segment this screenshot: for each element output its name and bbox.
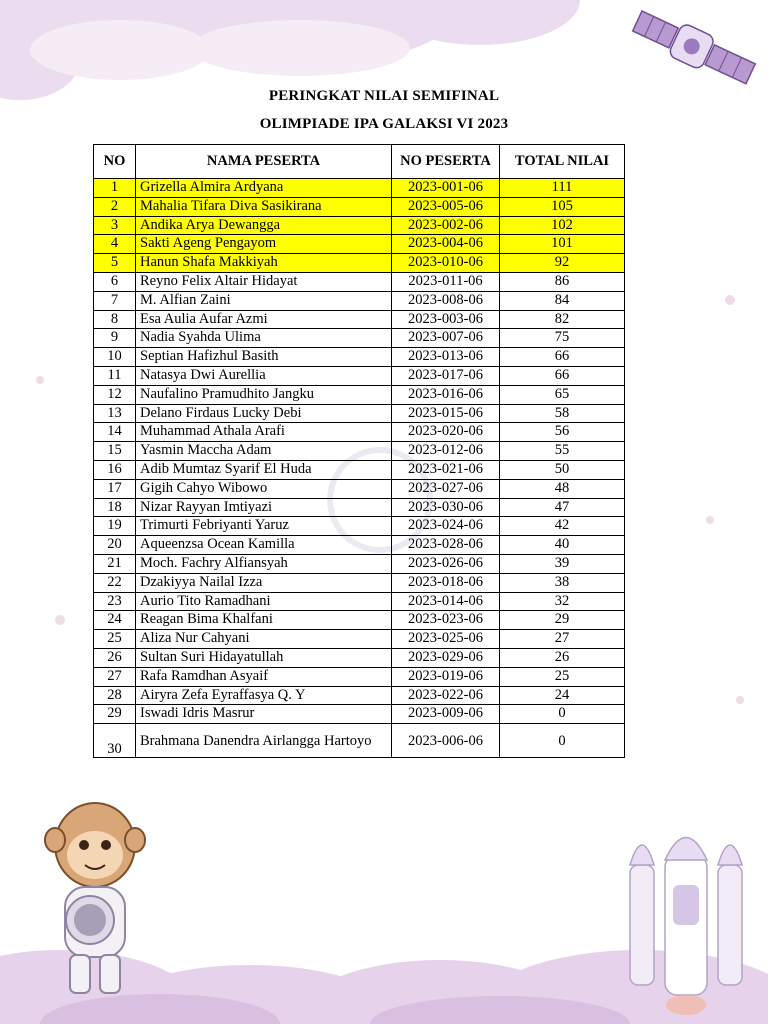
participant-number-cell: 2023-021-06 xyxy=(392,460,500,479)
table-row xyxy=(94,366,625,385)
name-cell: Brahmana Danendra Airlangga Hartoyo xyxy=(136,724,392,758)
participant-number-cell: 2023-023-06 xyxy=(392,611,500,630)
table-header xyxy=(94,145,625,179)
name-cell: Sultan Suri Hidayatullah xyxy=(136,648,392,667)
score-cell: 39 xyxy=(500,554,625,573)
score-cell: 65 xyxy=(500,385,625,404)
participant-number-cell: 2023-001-06 xyxy=(392,179,500,198)
name-cell: Reagan Bima Khalfani xyxy=(136,611,392,630)
table-body xyxy=(94,179,625,758)
score-cell: 40 xyxy=(500,536,625,555)
rank-cell: 23 xyxy=(94,592,136,611)
score-cell: 75 xyxy=(500,329,625,348)
table-row xyxy=(94,686,625,705)
table-row xyxy=(94,573,625,592)
table-row xyxy=(94,235,625,254)
participant-number-cell: 2023-002-06 xyxy=(392,216,500,235)
rank-cell: 13 xyxy=(94,404,136,423)
table-row xyxy=(94,536,625,555)
name-cell: Andika Arya Dewangga xyxy=(136,216,392,235)
name-cell: Esa Aulia Aufar Azmi xyxy=(136,310,392,329)
name-cell: Naufalino Pramudhito Jangku xyxy=(136,385,392,404)
participant-number-cell: 2023-013-06 xyxy=(392,348,500,367)
table-row xyxy=(94,179,625,198)
name-cell: Trimurti Febriyanti Yaruz xyxy=(136,517,392,536)
score-cell: 66 xyxy=(500,366,625,385)
score-cell: 0 xyxy=(500,724,625,758)
name-cell: Natasya Dwi Aurellia xyxy=(136,366,392,385)
rocket-illustration xyxy=(610,825,760,1015)
participant-number-cell: 2023-027-06 xyxy=(392,479,500,498)
rank-cell: 29 xyxy=(94,705,136,724)
table-row xyxy=(94,216,625,235)
rank-cell: 1 xyxy=(94,179,136,198)
table-row xyxy=(94,291,625,310)
rank-cell: 30 xyxy=(94,724,136,758)
participant-number-cell: 2023-014-06 xyxy=(392,592,500,611)
rank-cell: 18 xyxy=(94,498,136,517)
rank-cell: 19 xyxy=(94,517,136,536)
score-cell: 0 xyxy=(500,705,625,724)
score-cell: 58 xyxy=(500,404,625,423)
participant-number-cell: 2023-007-06 xyxy=(392,329,500,348)
rank-cell: 7 xyxy=(94,291,136,310)
table-row xyxy=(94,272,625,291)
score-cell: 66 xyxy=(500,348,625,367)
rank-cell: 16 xyxy=(94,460,136,479)
participant-number-cell: 2023-029-06 xyxy=(392,648,500,667)
table-row xyxy=(94,648,625,667)
name-cell: Aurio Tito Ramadhani xyxy=(136,592,392,611)
table-row xyxy=(94,197,625,216)
name-cell: Dzakiyya Nailal Izza xyxy=(136,573,392,592)
rank-cell: 3 xyxy=(94,216,136,235)
table-row xyxy=(94,517,625,536)
header-no: NO xyxy=(94,145,136,179)
name-cell: Muhammad Athala Arafi xyxy=(136,423,392,442)
table-row xyxy=(94,479,625,498)
score-cell: 24 xyxy=(500,686,625,705)
participant-number-cell: 2023-018-06 xyxy=(392,573,500,592)
table-row xyxy=(94,310,625,329)
rank-cell: 12 xyxy=(94,385,136,404)
score-cell: 86 xyxy=(500,272,625,291)
score-cell: 47 xyxy=(500,498,625,517)
participant-number-cell: 2023-024-06 xyxy=(392,517,500,536)
table-row xyxy=(94,385,625,404)
rank-cell: 4 xyxy=(94,235,136,254)
participant-number-cell: 2023-003-06 xyxy=(392,310,500,329)
table-row xyxy=(94,404,625,423)
rank-cell: 8 xyxy=(94,310,136,329)
participant-number-cell: 2023-017-06 xyxy=(392,366,500,385)
table-row xyxy=(94,498,625,517)
score-cell: 92 xyxy=(500,254,625,273)
name-cell: M. Alfian Zaini xyxy=(136,291,392,310)
score-cell: 102 xyxy=(500,216,625,235)
table-row xyxy=(94,611,625,630)
participant-number-cell: 2023-012-06 xyxy=(392,442,500,461)
rank-cell: 24 xyxy=(94,611,136,630)
name-cell: Sakti Ageng Pengayom xyxy=(136,235,392,254)
score-cell: 25 xyxy=(500,667,625,686)
participant-number-cell: 2023-025-06 xyxy=(392,630,500,649)
table-row xyxy=(94,423,625,442)
participant-number-cell: 2023-022-06 xyxy=(392,686,500,705)
rank-cell: 14 xyxy=(94,423,136,442)
score-cell: 50 xyxy=(500,460,625,479)
rank-cell: 6 xyxy=(94,272,136,291)
rank-cell: 2 xyxy=(94,197,136,216)
rank-cell: 21 xyxy=(94,554,136,573)
rank-cell: 22 xyxy=(94,573,136,592)
score-cell: 105 xyxy=(500,197,625,216)
participant-number-cell: 2023-006-06 xyxy=(392,724,500,758)
table-row xyxy=(94,329,625,348)
table-row xyxy=(94,592,625,611)
monkey-astronaut-illustration xyxy=(40,795,150,1000)
header-name: NAMA PESERTA xyxy=(136,145,392,179)
rank-cell: 25 xyxy=(94,630,136,649)
participant-number-cell: 2023-008-06 xyxy=(392,291,500,310)
participant-number-cell: 2023-020-06 xyxy=(392,423,500,442)
header-total-score: TOTAL NILAI xyxy=(500,145,625,179)
table-row xyxy=(94,724,625,758)
name-cell: Airyra Zefa Eyraffasya Q. Y xyxy=(136,686,392,705)
score-cell: 82 xyxy=(500,310,625,329)
table-row xyxy=(94,554,625,573)
table-row xyxy=(94,705,625,724)
rank-cell: 5 xyxy=(94,254,136,273)
score-cell: 27 xyxy=(500,630,625,649)
name-cell: Aqueenzsa Ocean Kamilla xyxy=(136,536,392,555)
name-cell: Mahalia Tifara Diva Sasikirana xyxy=(136,197,392,216)
participant-number-cell: 2023-011-06 xyxy=(392,272,500,291)
rank-cell: 11 xyxy=(94,366,136,385)
participant-number-cell: 2023-030-06 xyxy=(392,498,500,517)
participant-number-cell: 2023-009-06 xyxy=(392,705,500,724)
rank-cell: 10 xyxy=(94,348,136,367)
name-cell: Iswadi Idris Masrur xyxy=(136,705,392,724)
participant-number-cell: 2023-005-06 xyxy=(392,197,500,216)
rank-cell: 26 xyxy=(94,648,136,667)
participant-number-cell: 2023-015-06 xyxy=(392,404,500,423)
score-cell: 26 xyxy=(500,648,625,667)
rank-cell: 28 xyxy=(94,686,136,705)
name-cell: Nadia Syahda Ulima xyxy=(136,329,392,348)
table-row xyxy=(94,348,625,367)
name-cell: Nizar Rayyan Imtiyazi xyxy=(136,498,392,517)
name-cell: Grizella Almira Ardyana xyxy=(136,179,392,198)
document-subtitle: OLIMPIADE IPA GALAKSI VI 2023 xyxy=(259,116,509,132)
rank-cell: 17 xyxy=(94,479,136,498)
participant-number-cell: 2023-004-06 xyxy=(392,235,500,254)
participant-number-cell: 2023-016-06 xyxy=(392,385,500,404)
name-cell: Reyno Felix Altair Hidayat xyxy=(136,272,392,291)
rank-cell: 27 xyxy=(94,667,136,686)
table-row xyxy=(94,630,625,649)
name-cell: Adib Mumtaz Syarif El Huda xyxy=(136,460,392,479)
score-cell: 55 xyxy=(500,442,625,461)
score-cell: 32 xyxy=(500,592,625,611)
document-title: PERINGKAT NILAI SEMIFINAL xyxy=(268,88,500,104)
score-cell: 111 xyxy=(500,179,625,198)
score-cell: 38 xyxy=(500,573,625,592)
table-row xyxy=(94,460,625,479)
participant-number-cell: 2023-019-06 xyxy=(392,667,500,686)
name-cell: Rafa Ramdhan Asyaif xyxy=(136,667,392,686)
participant-number-cell: 2023-010-06 xyxy=(392,254,500,273)
score-cell: 101 xyxy=(500,235,625,254)
participant-number-cell: 2023-028-06 xyxy=(392,536,500,555)
ranking-table xyxy=(93,144,625,758)
rank-cell: 20 xyxy=(94,536,136,555)
table-row xyxy=(94,442,625,461)
score-cell: 84 xyxy=(500,291,625,310)
name-cell: Delano Firdaus Lucky Debi xyxy=(136,404,392,423)
header-participant-number: NO PESERTA xyxy=(392,145,500,179)
table-row xyxy=(94,254,625,273)
score-cell: 56 xyxy=(500,423,625,442)
name-cell: Moch. Fachry Alfiansyah xyxy=(136,554,392,573)
name-cell: Septian Hafizhul Basith xyxy=(136,348,392,367)
name-cell: Yasmin Maccha Adam xyxy=(136,442,392,461)
name-cell: Gigih Cahyo Wibowo xyxy=(136,479,392,498)
table-row xyxy=(94,667,625,686)
participant-number-cell: 2023-026-06 xyxy=(392,554,500,573)
name-cell: Hanun Shafa Makkiyah xyxy=(136,254,392,273)
name-cell: Aliza Nur Cahyani xyxy=(136,630,392,649)
score-cell: 48 xyxy=(500,479,625,498)
rank-cell: 15 xyxy=(94,442,136,461)
score-cell: 29 xyxy=(500,611,625,630)
rank-cell: 9 xyxy=(94,329,136,348)
score-cell: 42 xyxy=(500,517,625,536)
